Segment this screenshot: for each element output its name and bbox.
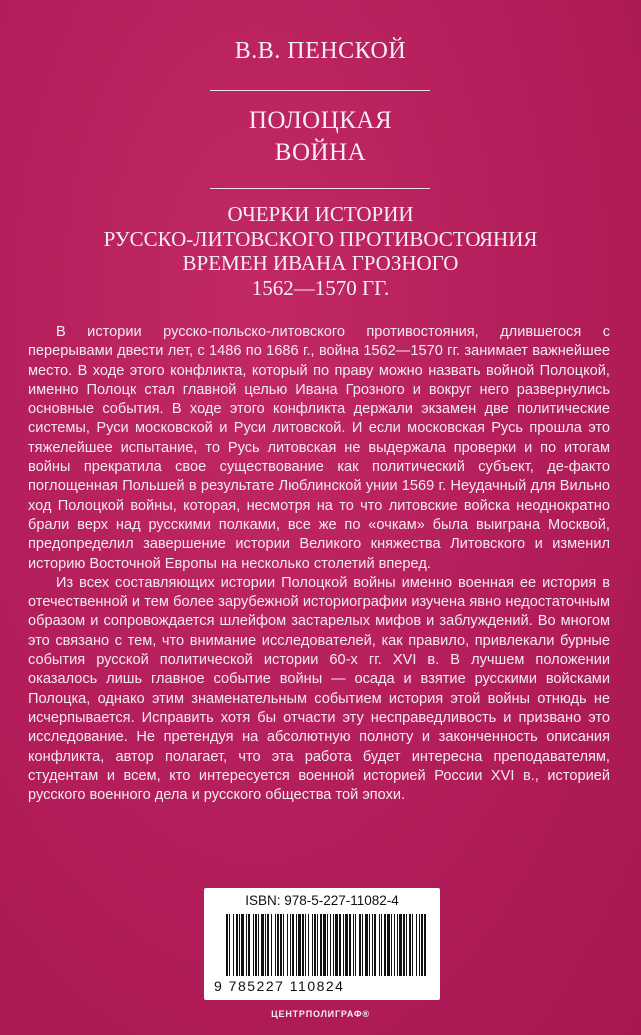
barcode-bar [369, 914, 370, 976]
barcode-bar [419, 914, 420, 976]
barcode-bar [374, 914, 376, 976]
barcode-bar [327, 914, 328, 976]
barcode-bar [412, 914, 413, 976]
barcode-bar [333, 914, 334, 976]
barcode-bar [253, 914, 254, 976]
barcode-bar [353, 914, 354, 976]
barcode-bar [320, 914, 322, 976]
barcode-bar [424, 914, 426, 976]
barcode-bar [258, 914, 259, 976]
barcode-bar [308, 914, 309, 976]
barcode-bar [265, 914, 266, 976]
barcode-bar [355, 914, 356, 976]
author-name: В.В. ПЕНСКОЙ [234, 38, 407, 64]
subtitle-line-1: ОЧЕРКИ ИСТОРИИ [227, 202, 414, 226]
barcode-bar [335, 914, 338, 976]
barcode-bar [387, 914, 390, 976]
subtitle-line-3: ВРЕМЕН ИВАНА ГРОЗНОГО [182, 251, 459, 275]
book-title-line-2: ВОЙНА [274, 139, 367, 166]
barcode-bar [409, 914, 411, 976]
barcode-bar [255, 914, 257, 976]
barcode-bar [394, 914, 395, 976]
barcode-bar [343, 914, 344, 976]
barcode-bar [314, 914, 316, 976]
barcode-bar [421, 914, 423, 976]
barcode-bar [292, 914, 294, 976]
annotation-paragraph-2: Из всех составляющих истории Полоцкой войны именно военная ее история в отечественной и тем более зарубежной историографии изучена явно недостаточным образом и сопровождается шлейфом застарелых мифов и заблуждений. Во многом это связано с тем, что внимание исследователей, как правило, привлекали бурные события русской политической истории 60-х гг. XVI в. В лучшем положении оказалось лишь главное событие войны — осада и взятие русскими войсками Полоцка, однако этим знаменательным событием история этой войны отнюдь не исчерпывается. Исправить хотя бы отчасти эту несправедливость и призвано это исследование. Не претендуя на абсолютную полноту и законченность описания конфликта, автор полагает, что эта работа будет интересна преподавателям, студентам и всем, кто интересуется военной историей России XVI в., историей русского военного дела и русского общества той эпохи. [28, 574, 610, 804]
annotation-text [28, 323, 610, 805]
barcode-bar [290, 914, 291, 976]
barcode-bar [239, 914, 240, 976]
barcode-bar [406, 914, 407, 976]
barcode-bar [391, 914, 392, 976]
publisher-logo: ЦЕНТРПОЛИГРАФ® [271, 1009, 370, 1019]
book-title [0, 105, 641, 169]
barcode-bar [283, 914, 284, 976]
barcode-bar [372, 914, 373, 976]
barcode-bar [248, 914, 250, 976]
barcode-bar [277, 914, 279, 976]
barcode-bar [384, 914, 386, 976]
barcode-bar [287, 914, 288, 976]
barcode-bar [399, 914, 402, 976]
barcode-bar [298, 914, 301, 976]
barcode-bar [226, 914, 228, 976]
barcode-bar [330, 914, 331, 976]
book-title-line-1: ПОЛОЦКАЯ [248, 107, 393, 134]
barcode-bar [275, 914, 276, 976]
annotation-paragraph-1: В истории русско-польско-литовского противостояния, длившегося с перерывами двести лет, с 1486 по 1686 г., война 1562—1570 гг. занимает важнейшее место. В ходе этого конфликта, который по праву можно назвать войной Полоцкой, именно Полоцк стал главной целью Ивана Грозного и вокруг него развернулись основные события. В ходе этого конфликта держали экзамен две политические системы, Руси московской и Руси литовской. И если московская Русь прошла это тяжелейшее испытание, то Русь литовская не выдержала проверки и по итогам войны прекратила свое существование как политический субъект, де-факто поглощенная Польшей в результате Люблинской унии 1569 г. Неудачный для Вильно ход Полоцкой войны, которая, несмотря на то что литовские войска неоднократно брали верх над русскими полками, все же по «очкам» была выиграна Москвой, предопределил завершение истории Великого княжества Литовского и изменил историю Восточной Европы на несколько столетий вперед. [28, 324, 610, 572]
divider-bottom [210, 188, 430, 189]
barcode-bar [271, 914, 272, 976]
barcode-bar [267, 914, 269, 976]
barcode-bar [305, 914, 306, 976]
isbn-text: ISBN: 978-5-227-11082-4 [245, 893, 399, 908]
barcode-digits: 9 785227 110824 [214, 978, 345, 994]
barcode-bar [323, 914, 326, 976]
barcode-bar [246, 914, 247, 976]
barcode-bar [312, 914, 313, 976]
barcode-bar [233, 914, 234, 976]
barcode-bar [241, 914, 244, 976]
book-subtitle [0, 202, 641, 300]
barcode-bar [359, 914, 361, 976]
subtitle-line-4: 1562—1570 ГГ. [251, 275, 390, 300]
barcode-bar [261, 914, 264, 976]
barcode-bar [236, 914, 238, 976]
barcode-bar [397, 914, 398, 976]
barcode-bar [362, 914, 363, 976]
subtitle-line-2: РУССКО-ЛИТОВСКОГО ПРОТИВОСТОЯНИЯ [103, 226, 538, 251]
divider-top [210, 90, 430, 91]
barcode-bar [317, 914, 318, 976]
barcode-bar [379, 914, 380, 976]
barcode-bars [226, 914, 426, 976]
barcode-label [204, 888, 440, 1000]
barcode-bar [296, 914, 297, 976]
barcode-bar [229, 914, 230, 976]
barcode-bar [280, 914, 282, 976]
barcode-bar [349, 914, 351, 976]
barcode-bar [365, 914, 368, 976]
barcode-bar [339, 914, 341, 976]
barcode-bar [345, 914, 348, 976]
barcode-bar [302, 914, 304, 976]
barcode-bar [381, 914, 382, 976]
barcode-bar [416, 914, 417, 976]
barcode-bar [403, 914, 405, 976]
